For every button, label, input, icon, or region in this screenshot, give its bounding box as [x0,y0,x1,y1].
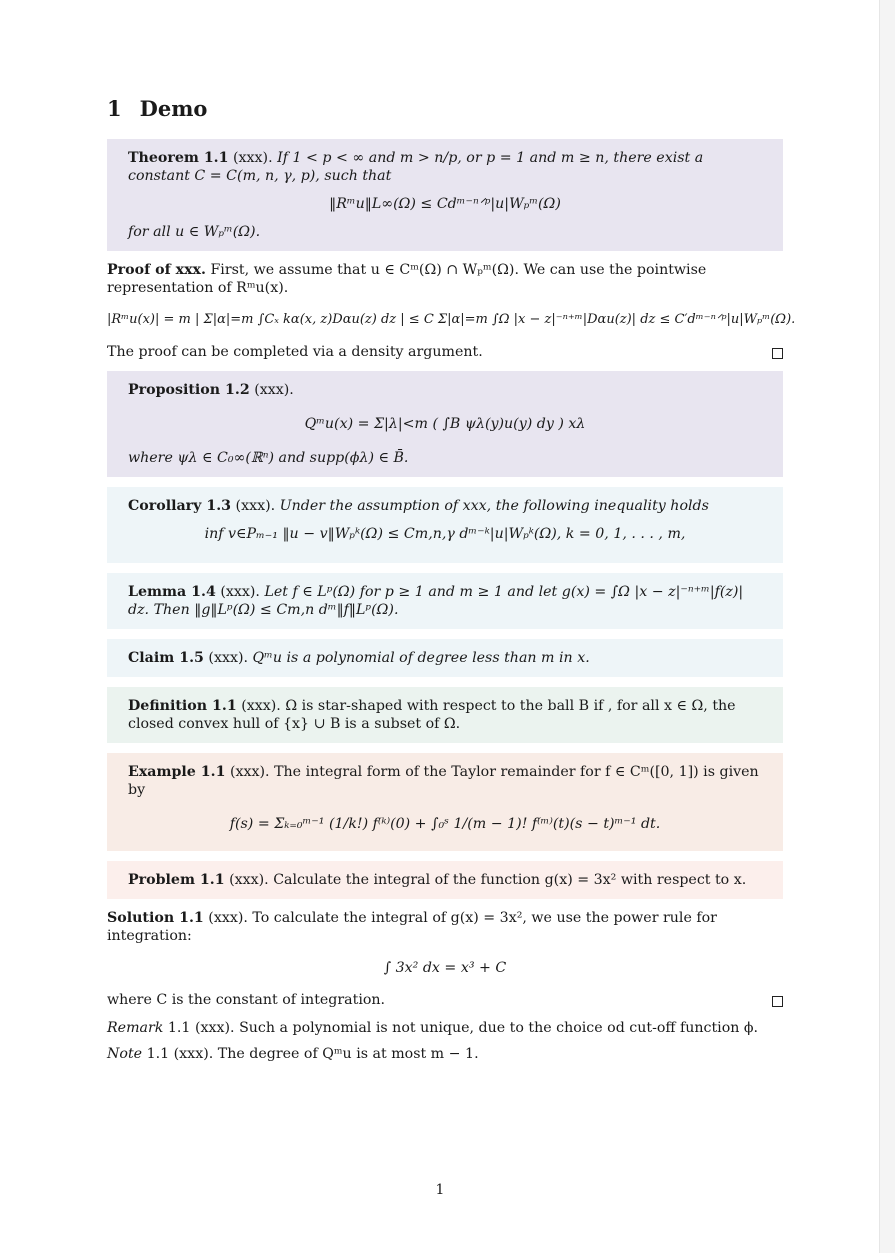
solution-formula: ∫ 3x² dx = x³ + C [383,960,507,976]
problem-statement: Calculate the integral of the function g(x) = 3x² with respect to x. [273,872,747,888]
proof-block [107,261,796,361]
remark-tag: 1.1 (xxx). [167,1020,235,1036]
remark-line [107,1019,783,1037]
note-label: Note [107,1046,143,1062]
definition-tag: (xxx). [241,698,281,714]
example-statement-line [128,763,762,799]
remark-label: Remark [107,1020,164,1036]
example-label: Example 1.1 [128,764,226,780]
theorem-statement: If 1 < p < ∞ and m > n/p, or p = 1 and m ≥ n, there exist a constant C = C(m, n, γ, p), such that [128,150,704,184]
example-tag: (xxx). [229,764,270,780]
proof-text: First, we assume that u ∈ Cᵐ(Ω) ∩ Wₚᵐ(Ω). We can use the pointwise representation of Rᵐu(x). [107,262,707,296]
proposition-label: Proposition 1.2 [128,382,250,398]
corollary-label: Corollary 1.3 [128,498,232,514]
proposition-heading [128,381,762,399]
section-heading [107,96,783,124]
claim-statement: Qᵐu is a polynomial of degree less than m in x. [252,650,590,666]
corollary-statement: Under the assumption of xxx, the following inequality holds [279,498,709,514]
lemma-box [107,573,783,629]
solution-intro [107,909,783,945]
proposition-tag: (xxx). [254,382,294,398]
note-statement: The degree of Qᵐu is at most m − 1. [217,1046,479,1062]
theorem-statement-line [128,149,762,185]
corollary-statement-line [128,497,762,515]
problem-label: Problem 1.1 [128,872,225,888]
proof-label: Proof of xxx. [107,262,206,278]
proof-closing: The proof can be completed via a density argument. [107,344,483,360]
section-title: Demo [139,96,208,121]
proposition-tail: where ψλ ∈ C₀∞(ℝⁿ) and supp(ϕλ) ∈ B̄. [128,450,409,466]
example-box [107,753,783,851]
theorem-label: Theorem 1.1 [128,150,229,166]
theorem-formula: ‖Rᵐu‖L∞(Ω) ≤ Cdᵐ⁻ⁿᐟᵖ|u|Wₚᵐ(Ω) [329,196,561,212]
definition-statement: Ω is star-shaped with respect to the ball B if , for all x ∈ Ω, the closed convex hull of {x} ∪ B is a subset of Ω. [128,698,736,732]
corollary-box [107,487,783,563]
example-formula: f(s) = Σₖ₌₀ᵐ⁻¹ (1/k!) f⁽ᵏ⁾(0) + ∫₀ˢ 1/(m − 1)! f⁽ᵐ⁾(t)(s − t)ᵐ⁻¹ dt. [229,816,661,832]
problem-tag: (xxx). [229,872,269,888]
proposition-box [107,371,783,477]
definition-label: Definition 1.1 [128,698,237,714]
corollary-formula: inf v∈Pₘ₋₁ ‖u − v‖Wₚᵏ(Ω) ≤ Cm,n,γ dᵐ⁻ᵏ|u|Wₚᵏ(Ω), k = 0, 1, . . . , m, [204,526,686,542]
theorem-box [107,139,783,251]
document-content [107,96,796,1071]
proof-formula: |Rᵐu(x)| = m | Σ|α|=m ∫Cₓ kα(x, z)Dαu(z) dz | ≤ C Σ|α|=m ∫Ω |x − z|⁻ⁿ⁺ᵐ|Dαu(z)| dz ≤ C′dᵐ⁻ⁿᐟᵖ|u|Wₚᵐ(Ω). [107,312,796,327]
lemma-tag: (xxx). [220,584,260,600]
note-tag: 1.1 (xxx). [146,1046,214,1062]
note-line [107,1045,783,1063]
solution-tag: (xxx). [208,910,248,926]
solution-closing: where C is the constant of integration. [107,992,386,1008]
corollary-tag: (xxx). [235,498,276,514]
claim-box [107,639,783,677]
qed-square-icon [772,996,783,1007]
theorem-tag: (xxx). [233,150,273,166]
remark-statement: Such a polynomial is not unique, due to the choice od cut-off function ϕ. [239,1020,759,1036]
problem-box [107,861,783,899]
proof-intro [107,261,783,297]
solution-label: Solution 1.1 [107,910,204,926]
vertical-scrollbar[interactable] [879,0,895,1253]
claim-label: Claim 1.5 [128,650,204,666]
proof-closing-line [107,343,783,361]
claim-tag: (xxx). [208,650,249,666]
theorem-tail: for all u ∈ Wₚᵐ(Ω). [128,224,261,240]
example-statement: The integral form of the Taylor remainder for f ∈ Cᵐ([0, 1]) is given by [128,764,759,798]
page-number: 1 [435,1182,445,1198]
lemma-label: Lemma 1.4 [128,584,216,600]
proposition-formula: Qᵐu(x) = Σ|λ|<m ( ∫B ψλ(y)u(y) dy ) xλ [304,416,586,432]
section-number: 1 [107,96,122,121]
solution-block [107,909,783,1009]
definition-box [107,687,783,743]
solution-statement: To calculate the integral of g(x) = 3x², we use the power rule for integration: [107,910,717,944]
solution-closing-line [107,991,783,1009]
lemma-statement: Let f ∈ Lᵖ(Ω) for p ≥ 1 and m ≥ 1 and let g(x) = ∫Ω |x − z|⁻ⁿ⁺ᵐ|f(z)| dz. Then ‖g‖Lᵖ(Ω) ≤ Cm,n dᵐ‖f‖Lᵖ(Ω). [128,584,744,618]
qed-square-icon [772,348,783,359]
